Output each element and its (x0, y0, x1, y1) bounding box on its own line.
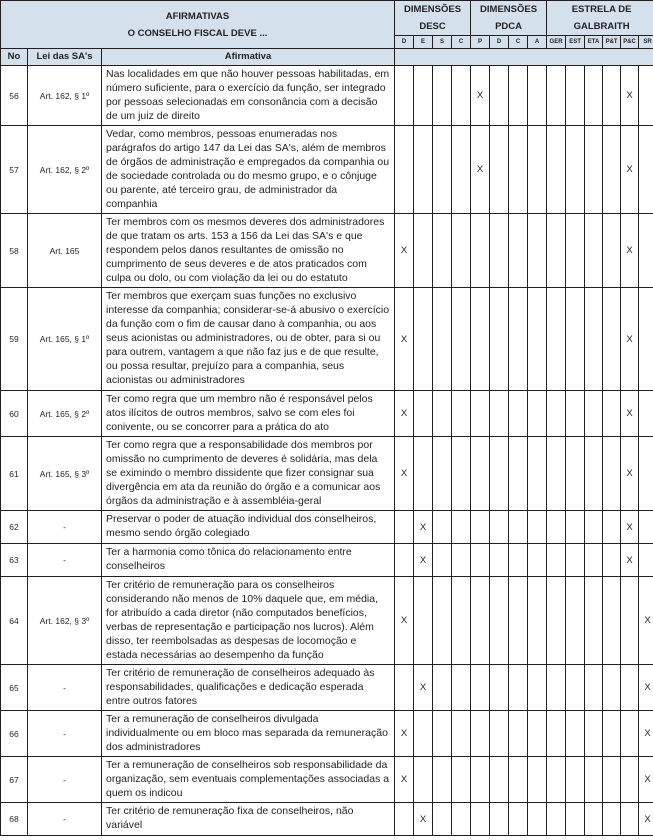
row-mark (528, 214, 547, 288)
row-mark (603, 711, 621, 757)
sub-column-header: P (471, 36, 490, 49)
row-mark: X (621, 126, 639, 214)
row-mark (566, 711, 585, 757)
row-lei: - (28, 665, 102, 711)
sub-column-header: P&T (603, 36, 621, 49)
row-mark (433, 391, 452, 437)
table-row (1, 577, 653, 665)
row-mark: X (395, 577, 414, 665)
row-mark: X (395, 391, 414, 437)
row-mark (395, 544, 414, 577)
row-mark (509, 665, 528, 711)
row-lei: - (28, 511, 102, 544)
header-title-line1: AFIRMATIVAS (165, 10, 230, 22)
row-number: 57 (1, 126, 28, 214)
row-mark (509, 757, 528, 803)
group-pdca (471, 1, 547, 36)
row-mark (528, 757, 547, 803)
table-row (1, 391, 653, 437)
row-mark (452, 66, 471, 126)
row-mark: X (395, 757, 414, 803)
row-mark (509, 214, 528, 288)
sub-column-header: SR (639, 36, 653, 49)
row-mark (433, 577, 452, 665)
row-mark (452, 391, 471, 437)
table-body (1, 66, 653, 836)
row-afirmativa: Ter como regra que a responsabilidade dos membros por omissão no cumprimento de deveres é solidária, mas dela se eximindo o membro dissidente que fizer consignar sua divergência em ata da reunião do órgão e a comunicar aos órgãos da administração e à assembléia-geral (102, 437, 395, 511)
row-mark (509, 544, 528, 577)
row-mark (490, 544, 509, 577)
row-mark: X (621, 66, 639, 126)
row-lei: Art. 165, § 2º (28, 391, 102, 437)
group-desc (395, 1, 471, 36)
row-lei: - (28, 544, 102, 577)
row-mark (433, 544, 452, 577)
row-mark (547, 711, 566, 757)
row-mark (414, 757, 433, 803)
row-mark (547, 288, 566, 391)
row-mark (452, 214, 471, 288)
row-mark (490, 665, 509, 711)
row-mark (566, 803, 585, 836)
row-mark (452, 577, 471, 665)
row-number: 56 (1, 66, 28, 126)
row-mark (566, 288, 585, 391)
row-mark (585, 577, 603, 665)
row-mark (639, 126, 653, 214)
row-mark (471, 544, 490, 577)
sub-column-header: A (528, 36, 547, 49)
row-mark (566, 511, 585, 544)
row-mark (639, 544, 653, 577)
row-mark: X (639, 665, 653, 711)
row-mark (603, 757, 621, 803)
row-mark (471, 391, 490, 437)
row-mark (471, 803, 490, 836)
row-mark (547, 126, 566, 214)
row-mark (566, 437, 585, 511)
row-mark: X (414, 803, 433, 836)
row-mark (414, 126, 433, 214)
table-row (1, 66, 653, 126)
group-galbraith-line2: GALBRAITH (573, 21, 630, 32)
row-lei: - (28, 711, 102, 757)
row-mark (528, 544, 547, 577)
table-header (1, 1, 653, 66)
row-mark (547, 803, 566, 836)
row-mark (585, 126, 603, 214)
row-mark (414, 288, 433, 391)
row-mark (433, 757, 452, 803)
row-mark (452, 665, 471, 711)
row-mark (547, 391, 566, 437)
row-mark: X (639, 711, 653, 757)
row-lei: Art. 165, § 1º (28, 288, 102, 391)
row-number: 58 (1, 214, 28, 288)
row-mark (566, 126, 585, 214)
col-blank-marks (395, 49, 653, 66)
group-pdca-line1: DIMENSÕES (480, 4, 538, 15)
row-mark (509, 288, 528, 391)
row-mark: X (414, 511, 433, 544)
row-mark (603, 511, 621, 544)
row-mark (471, 288, 490, 391)
group-desc-line1: DIMENSÕES (404, 4, 462, 15)
row-mark (639, 437, 653, 511)
row-mark (490, 511, 509, 544)
sub-column-header: D (395, 36, 414, 49)
row-mark (585, 214, 603, 288)
row-mark: X (414, 665, 433, 711)
row-number: 61 (1, 437, 28, 511)
row-mark (639, 391, 653, 437)
sub-column-header: C (452, 36, 471, 49)
table-row (1, 437, 653, 511)
table-row (1, 544, 653, 577)
row-mark (621, 577, 639, 665)
row-mark (509, 391, 528, 437)
row-mark (639, 66, 653, 126)
row-mark (471, 511, 490, 544)
row-mark (490, 66, 509, 126)
row-mark (471, 711, 490, 757)
row-lei: Art. 162, § 2º (28, 126, 102, 214)
row-mark (452, 288, 471, 391)
row-number: 66 (1, 711, 28, 757)
row-number: 63 (1, 544, 28, 577)
row-afirmativa: Ter como regra que um membro não é responsável pelos atos ilícitos de outros membros, salvo se com eles foi conivente, ou se concorrer para a prática do ato (102, 391, 395, 437)
row-mark (603, 66, 621, 126)
row-mark (509, 711, 528, 757)
sub-column-header: D (490, 36, 509, 49)
row-mark (490, 711, 509, 757)
row-mark: X (639, 577, 653, 665)
sub-column-header: P&C (621, 36, 639, 49)
row-mark (566, 757, 585, 803)
row-mark (528, 437, 547, 511)
row-mark (585, 391, 603, 437)
row-mark (566, 665, 585, 711)
row-afirmativa: Ter critério de remuneração de conselheiros adequado às responsabilidades, qualificações e dedicação esperada entre outros fatores (102, 665, 395, 711)
row-mark (414, 66, 433, 126)
table-row (1, 711, 653, 757)
row-mark: X (395, 437, 414, 511)
row-mark (639, 214, 653, 288)
sub-column-header: E (414, 36, 433, 49)
row-mark (585, 511, 603, 544)
row-mark (528, 665, 547, 711)
row-mark (639, 288, 653, 391)
table-row (1, 803, 653, 836)
row-mark: X (621, 544, 639, 577)
row-mark (452, 803, 471, 836)
row-mark (528, 126, 547, 214)
row-afirmativa: Ter critério de remuneração fixa de conselheiros, não variável (102, 803, 395, 836)
row-mark: X (621, 511, 639, 544)
row-mark (490, 288, 509, 391)
row-mark (433, 511, 452, 544)
row-afirmativa: Ter a harmonia como tônica do relacionamento entre conselheiros (102, 544, 395, 577)
sub-column-header: ETA (585, 36, 603, 49)
row-mark (566, 577, 585, 665)
row-mark: X (621, 391, 639, 437)
row-mark (528, 577, 547, 665)
row-mark (452, 511, 471, 544)
row-mark (621, 757, 639, 803)
row-afirmativa: Ter membros com os mesmos deveres dos administradores de que tratam os arts. 153 a 156 da Lei das SA's e que respondem pelos danos resultantes de omissão no cumprimento de seus deveres e de atos praticados com culpa ou dolo, ou com violação da lei ou do estatuto (102, 214, 395, 288)
header-title-line2: O CONSELHO FISCAL DEVE ... (127, 27, 268, 39)
row-mark (509, 66, 528, 126)
row-number: 68 (1, 803, 28, 836)
row-mark (621, 711, 639, 757)
row-mark (433, 126, 452, 214)
row-afirmativa: Ter critério de remuneração para os conselheiros considerando não menos de 10% daquele que, em média, for atribuído a cada diretor (não computados benefícios, verbas de representação e participação nos lucros). Além disso, ter reembolsadas as despesas de locomoção e estada necessárias ao desempenho da função (102, 577, 395, 665)
row-mark (566, 214, 585, 288)
row-mark (452, 437, 471, 511)
group-galbraith (547, 1, 653, 36)
row-mark (471, 214, 490, 288)
row-mark: X (639, 757, 653, 803)
row-mark (603, 391, 621, 437)
row-mark (471, 665, 490, 711)
row-mark (395, 126, 414, 214)
row-mark (621, 665, 639, 711)
row-mark (603, 126, 621, 214)
row-number: 67 (1, 757, 28, 803)
row-number: 65 (1, 665, 28, 711)
row-mark (395, 511, 414, 544)
row-mark (414, 711, 433, 757)
row-mark (414, 214, 433, 288)
row-mark: X (395, 711, 414, 757)
row-mark (414, 577, 433, 665)
row-mark: X (621, 288, 639, 391)
row-afirmativa: Vedar, como membros, pessoas enumeradas nos parágrafos do artigo 147 da Lei das SA's, além de membros de órgãos de administração e empregados da companhia ou de sociedade controlada ou do mesmo grupo, e o cônjuge ou parente, até terceiro grau, de administrador da companhia (102, 126, 395, 214)
row-afirmativa: Ter a remuneração de conselheiros sob responsabilidade da organização, sem eventuais complementações associadas a quem os indicou (102, 757, 395, 803)
row-mark (603, 665, 621, 711)
row-mark (585, 711, 603, 757)
row-lei: - (28, 803, 102, 836)
row-mark (414, 437, 433, 511)
row-mark (528, 391, 547, 437)
row-mark (490, 126, 509, 214)
row-mark (433, 711, 452, 757)
row-mark (433, 288, 452, 391)
row-mark (603, 214, 621, 288)
row-mark (603, 577, 621, 665)
row-mark (490, 577, 509, 665)
row-lei: Art. 162, § 3º (28, 577, 102, 665)
row-mark (471, 757, 490, 803)
row-mark (395, 665, 414, 711)
table-row (1, 757, 653, 803)
group-galbraith-line1: ESTRELA DE (571, 4, 632, 15)
row-mark: X (414, 544, 433, 577)
row-mark (547, 66, 566, 126)
row-mark (547, 437, 566, 511)
row-mark (547, 511, 566, 544)
col-lei: Lei das SA's (28, 49, 102, 66)
row-mark (603, 437, 621, 511)
row-number: 64 (1, 577, 28, 665)
table-row (1, 214, 653, 288)
row-mark (585, 803, 603, 836)
row-mark (547, 214, 566, 288)
row-mark (452, 711, 471, 757)
row-mark (433, 803, 452, 836)
table-row (1, 511, 653, 544)
row-mark (395, 66, 414, 126)
row-mark (603, 288, 621, 391)
row-mark (528, 511, 547, 544)
row-mark (490, 803, 509, 836)
row-afirmativa: Ter a remuneração de conselheiros divulgada individualmente ou em bloco mas separada da remuneração dos administradores (102, 711, 395, 757)
row-mark (566, 391, 585, 437)
row-mark (547, 665, 566, 711)
sub-column-header: EST (566, 36, 585, 49)
sub-column-header: S (433, 36, 452, 49)
row-mark (528, 711, 547, 757)
row-mark (547, 544, 566, 577)
row-mark (603, 803, 621, 836)
row-mark (433, 437, 452, 511)
row-afirmativa: Ter membros que exerçam suas funções no exclusivo interesse da companhia; considerar-se-á abusivo o exercício da função com o fim de causar dano à companhia, ou aos seus acionistas ou administradores, ou de obter, para si ou para outrem, vantagem a que não faz jus e de que resulte, ou possa resultar, prejuízo para a companhia, seus acionistas ou administradores (102, 288, 395, 391)
row-mark (414, 391, 433, 437)
row-afirmativa: Nas localidades em que não houver pessoas habilitadas, em número suficiente, para o exercício da função, ser integrado por pessoas selecionadas em consonância com a decisão de um juiz de direito (102, 66, 395, 126)
row-number: 60 (1, 391, 28, 437)
row-mark: X (639, 803, 653, 836)
row-mark (603, 544, 621, 577)
row-mark (509, 803, 528, 836)
row-lei: Art. 165, § 3º (28, 437, 102, 511)
row-mark: X (621, 214, 639, 288)
group-pdca-line2: PDCA (495, 21, 523, 32)
sub-column-header: GER (547, 36, 566, 49)
row-mark (395, 803, 414, 836)
row-mark: X (471, 66, 490, 126)
table-row (1, 665, 653, 711)
row-mark (490, 757, 509, 803)
row-mark (490, 437, 509, 511)
row-mark (547, 577, 566, 665)
row-mark (490, 214, 509, 288)
header-title (1, 1, 395, 49)
table-row (1, 126, 653, 214)
row-mark (509, 437, 528, 511)
row-mark (566, 544, 585, 577)
row-mark: X (471, 126, 490, 214)
row-mark (490, 391, 509, 437)
row-afirmativa: Preservar o poder de atuação individual dos conselheiros, mesmo sendo órgão colegiado (102, 511, 395, 544)
row-mark (471, 437, 490, 511)
row-mark (452, 126, 471, 214)
row-mark (639, 511, 653, 544)
row-mark (585, 437, 603, 511)
row-mark (452, 544, 471, 577)
sub-column-header: C (509, 36, 528, 49)
row-lei: Art. 162, § 1º (28, 66, 102, 126)
row-mark: X (395, 214, 414, 288)
row-mark (585, 757, 603, 803)
row-mark (528, 66, 547, 126)
row-mark (566, 66, 585, 126)
row-mark (433, 66, 452, 126)
row-number: 62 (1, 511, 28, 544)
row-mark (509, 511, 528, 544)
table-row (1, 288, 653, 391)
row-mark (547, 757, 566, 803)
row-mark (509, 577, 528, 665)
row-mark (509, 126, 528, 214)
row-mark (585, 544, 603, 577)
row-mark (528, 803, 547, 836)
row-mark (585, 665, 603, 711)
row-mark (471, 577, 490, 665)
row-mark (621, 803, 639, 836)
row-number: 59 (1, 288, 28, 391)
group-desc-line2: DESC (419, 21, 446, 32)
col-no: No (1, 49, 28, 66)
row-mark: X (621, 437, 639, 511)
row-mark (433, 214, 452, 288)
row-mark (528, 288, 547, 391)
row-mark: X (395, 288, 414, 391)
row-lei: - (28, 757, 102, 803)
row-mark (585, 288, 603, 391)
col-afirmativa: Afirmativa (102, 49, 395, 66)
row-mark (452, 757, 471, 803)
row-mark (585, 66, 603, 126)
row-lei: Art. 165 (28, 214, 102, 288)
row-mark (433, 665, 452, 711)
